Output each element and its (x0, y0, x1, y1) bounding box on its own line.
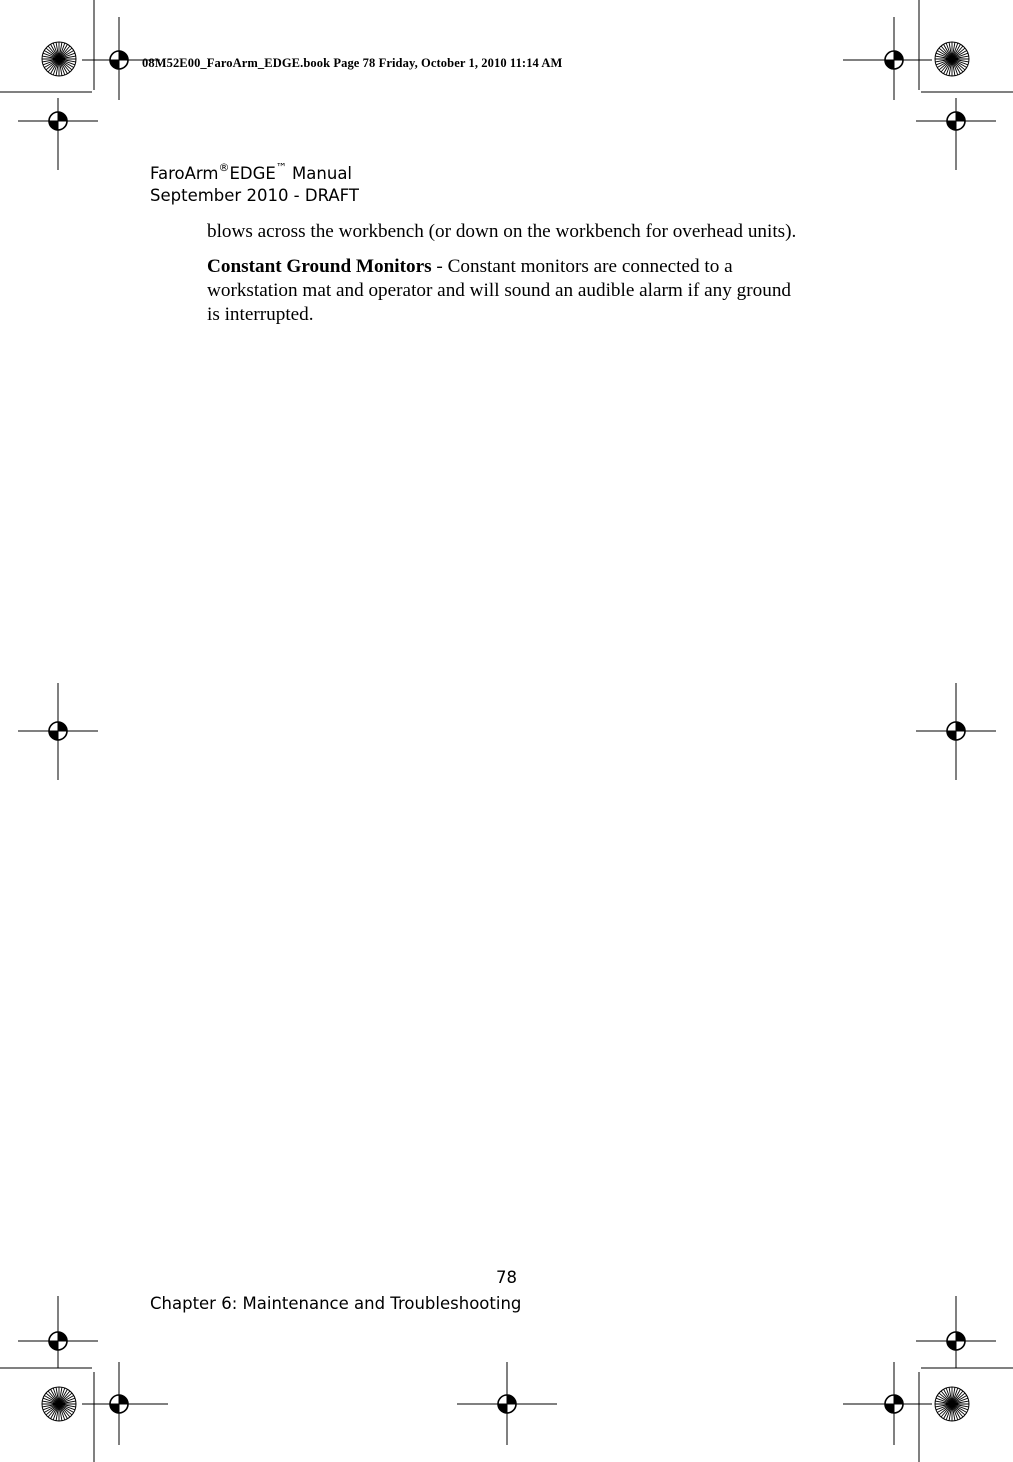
crop-mark-bottom-right (919, 1368, 1013, 1462)
starburst-target-top-left (42, 42, 76, 76)
model-name: EDGE (229, 164, 276, 183)
starburst-target-bottom-left (42, 1387, 76, 1421)
crop-mark-top-right (919, 0, 1013, 92)
paragraph-constant-ground-monitors (207, 255, 807, 327)
manual-word: Manual (286, 164, 353, 183)
term-description: - Constant monitors are connected to a workstation mat and operator and will sound an audible alarm if any ground is interrupted. (207, 256, 792, 325)
crop-mark-top-left (0, 0, 94, 92)
registration-target-bottom-center (457, 1362, 557, 1445)
registration-target-right-upper (916, 98, 996, 170)
registration-target-right-lower (916, 1296, 996, 1368)
registration-target-bottom-left-inner (82, 1362, 168, 1445)
registration-target-left-middle (18, 683, 98, 780)
paragraph-continued: blows across the workbench (or down on the workbench for overhead units). (207, 221, 797, 242)
crop-mark-bottom-left (0, 1368, 94, 1462)
manual-title (150, 163, 359, 185)
registration-target-left-lower (18, 1296, 98, 1368)
registration-target-right-middle (916, 683, 996, 780)
running-header (150, 163, 359, 207)
page-number: 78 (496, 1268, 517, 1287)
starburst-target-bottom-right (935, 1387, 969, 1421)
chapter-footer: Chapter 6: Maintenance and Troubleshooting (150, 1294, 522, 1313)
print-slug-line: 08M52E00_FaroArm_EDGE.book Page 78 Friday, October 1, 2010 11:14 AM (142, 56, 563, 70)
starburst-target-top-right (935, 42, 969, 76)
draft-date: September 2010 - DRAFT (150, 186, 359, 205)
brand-name: FaroArm (150, 164, 219, 183)
term-heading: Constant Ground Monitors (207, 256, 432, 277)
body-text (207, 220, 807, 338)
registration-target-left-upper (18, 98, 98, 170)
trademark-mark: ™ (275, 161, 287, 174)
registered-mark: ® (218, 161, 230, 174)
